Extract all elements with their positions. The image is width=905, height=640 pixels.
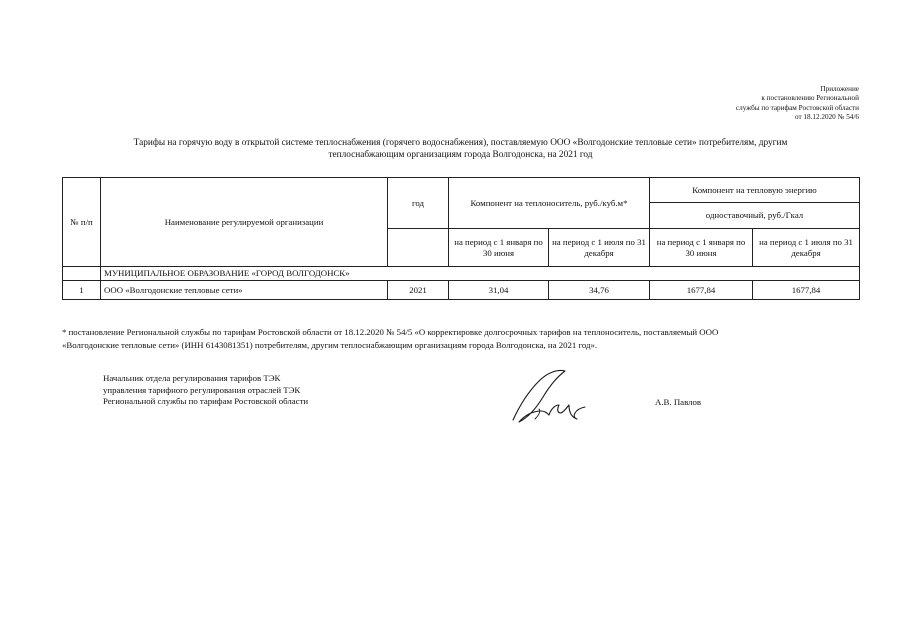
signer-position: [103, 373, 308, 408]
header-year: год: [388, 178, 449, 229]
tariff-table: [62, 177, 860, 300]
signer-position-line: управления тарифного регулирования отраслей ТЭК: [103, 384, 301, 395]
footnote: [62, 326, 859, 351]
title-line: Тарифы на горячую воду в открытой системе теплоснабжения (горячего водоснабжения), поставляемую ООО «Волгодонские тепловые сети» потребителям, другим: [133, 138, 788, 148]
row-year: 2021: [388, 281, 449, 300]
handwritten-signature: [505, 365, 587, 427]
appendix-line: Приложение: [820, 85, 859, 93]
footnote-line: * постановление Региональной службы по тарифам Ростовской области от 18.12.2020 № 54/5 «О корректировке долгосрочных тарифов на теплоноситель, поставляемый ООО: [62, 327, 719, 337]
title-line: теплоснабжающим организациям города Волгодонска, на 2021 год: [328, 150, 593, 160]
header-period: на период с 1 июля по 31 декабря: [549, 229, 650, 267]
row-org-name: ООО «Волгодонские тепловые сети»: [101, 281, 388, 300]
row-carrier-h1: 31,04: [449, 281, 549, 300]
signer-position-line: Начальник отдела регулирования тарифов ТЭК: [103, 373, 281, 383]
appendix-line: службы по тарифам Ростовской области: [735, 103, 859, 112]
group-num-empty: [63, 267, 101, 281]
header-num: № п/п: [63, 178, 101, 267]
header-period: на период с 1 января по 30 июня: [650, 229, 753, 267]
header-energy-component: Компонент на тепловую энергию: [650, 178, 860, 203]
row-energy-h2: 1677,84: [753, 281, 860, 300]
header-period: на период с 1 июля по 31 декабря: [753, 229, 860, 267]
row-num: 1: [63, 281, 101, 300]
appendix-header: [659, 85, 859, 122]
row-energy-h1: 1677,84: [650, 281, 753, 300]
row-carrier-h2: 34,76: [549, 281, 650, 300]
footnote-line: «Волгодонские тепловые сети» (ИНН 6143081351) потребителям, другим теплоснабжающим организациям города Волгодонска, на 2021 год».: [62, 339, 598, 350]
table-row: [63, 281, 860, 300]
header-org-name: Наименование регулируемой организации: [101, 178, 388, 267]
signer-position-line: Региональной службы по тарифам Ростовской области: [103, 396, 309, 407]
header-period: на период с 1 января по 30 июня: [449, 229, 549, 267]
group-label: МУНИЦИПАЛЬНОЕ ОБРАЗОВАНИЕ «ГОРОД ВОЛГОДОНСК»: [101, 267, 860, 281]
header-year-empty: [388, 229, 449, 267]
signer-name: А.В. Павлов: [655, 397, 702, 407]
appendix-line: от 18.12.2020 № 54/6: [794, 112, 859, 121]
appendix-line: к постановлению Региональной: [761, 94, 859, 103]
header-carrier-component: Компонент на теплоноситель, руб./куб.м*: [449, 178, 650, 229]
header-single-rate: одноставочный, руб./Гкал: [650, 203, 860, 229]
document-title: [62, 137, 859, 161]
